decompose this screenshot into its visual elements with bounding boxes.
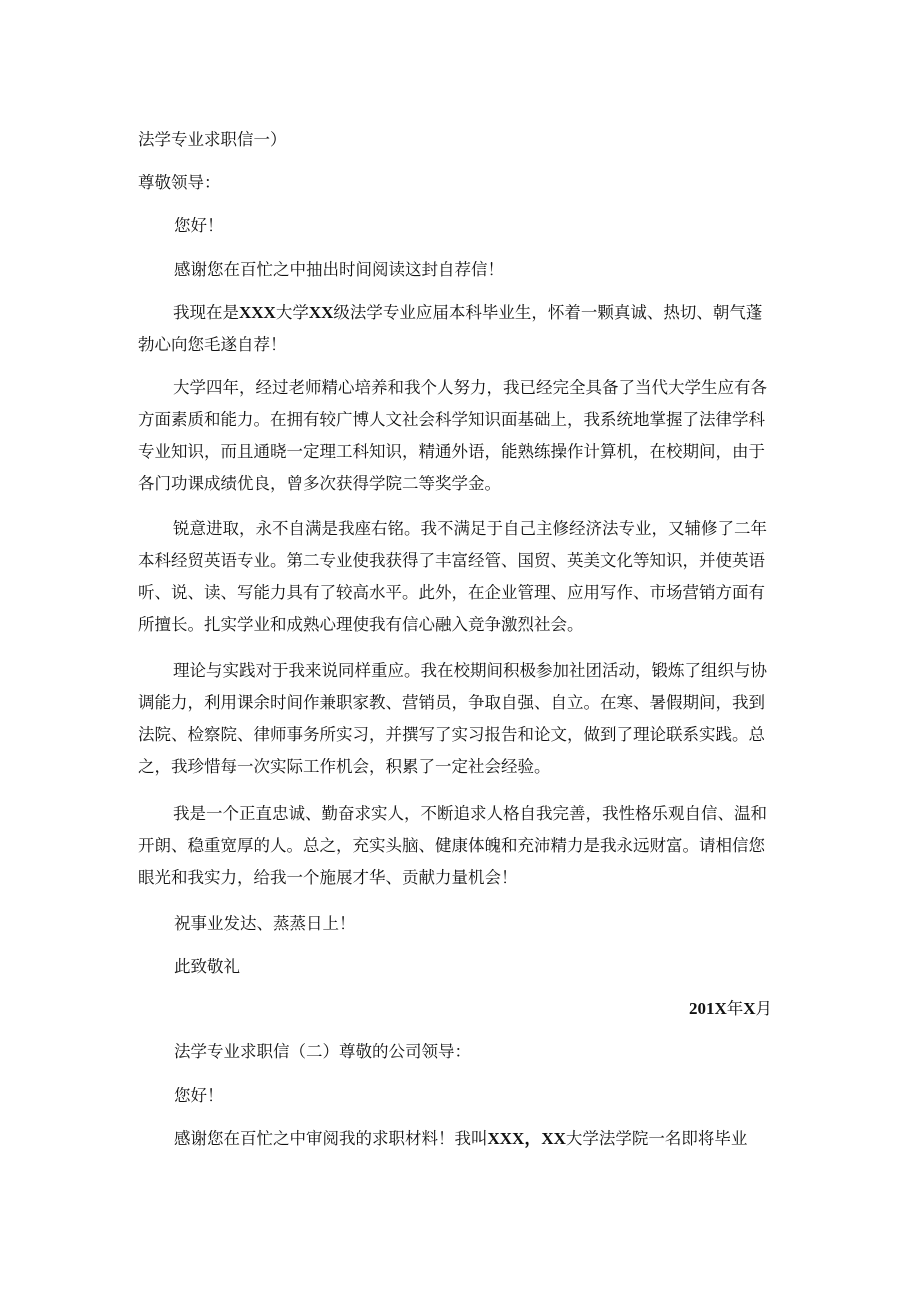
letter2-greeting: 您好！	[174, 1086, 224, 1105]
letter2-school-code: XX	[541, 1129, 566, 1148]
letter2-heading: 法学专业求职信（二）尊敬的公司领导：	[174, 1042, 471, 1061]
name-code: XXX，	[487, 1129, 542, 1148]
letter1-intro-paragraph	[138, 297, 778, 361]
letter1-progress-paragraph: 锐意进取，永不自满是我座右铭。我不满足于自己主修经济法专业，又辅修了二年本科经贸英语专业。第二专业使我获得了丰富经管、国贸、英美文化等知识，并使英语听、说、读、写能力具有了较高水平。此外，在企业管理、应用写作、市场营销方面有所擅长。扎实学业和成熟心理使我有信心融入竞争激烈社会。	[138, 519, 767, 634]
grade-code: XX	[308, 303, 334, 322]
intro-text-1: 我现在是	[173, 303, 239, 322]
letter1-practice-paragraph: 理论与实践对于我来说同样重应。我在校期间积极参加社团活动，锻炼了组织与协调能力，利用课余时间作兼职家教、营销员，争取自强、自立。在寒、暑假期间，我到法院、检察院、律师事务所实习，并撰写了实习报告和论文，做到了理论联系实践。总之，我珍惜每一次实际工作机会，积累了一定社会经验。	[138, 661, 767, 776]
letter1-wish: 祝事业发达、蒸蒸日上！	[174, 914, 356, 933]
letter1-study-paragraph: 大学四年，经过老师精心培养和我个人努力，我已经完全具备了当代大学生应有各方面素质和能力。在拥有较广博人文社会科学知识面基础上，我系统地掌握了法律学科专业知识，而且通晓一定理工科知识，精通外语，能熟练操作计算机，在校期间，由于各门功课成绩优良，曾多次获得学院二等奖学金。	[138, 378, 767, 493]
letter1-greeting: 您好！	[174, 216, 224, 235]
letter1-salutation: 尊敬领导：	[138, 173, 221, 192]
intro-text-2: 大学	[275, 303, 309, 322]
letter2-intro-text-1: 感谢您在百忙之中审阅我的求职材料！我叫	[174, 1129, 488, 1148]
letter1-character-paragraph: 我是一个正直忠诚、勤奋求实人，不断追求人格自我完善，我性格乐观自信、温和开朗、稳重宽厚的人。总之，充实头脑、健康体魄和充沛精力是我永远财富。请相信您眼光和我实力，给我一个施展才华、贡献力量机会！	[138, 804, 767, 887]
letter2-intro-text-2: 大学法学院一名即将毕业	[565, 1129, 748, 1148]
date-year: 201X	[688, 999, 727, 1018]
date-month-unit: 月	[755, 999, 772, 1018]
school-code: XXX	[239, 303, 276, 322]
letter1-heading: 法学专业求职信一）	[138, 130, 287, 149]
letter2-intro	[174, 1128, 747, 1150]
letter1-closing: 此致敬礼	[174, 957, 240, 976]
date-month: X	[743, 999, 756, 1018]
letter1-thanks: 感谢您在百忙之中抽出时间阅读这封自荐信！	[174, 260, 504, 279]
intro-text-3: 级法学专业应届本科毕业生，怀着一颗真诚、热切、朝气蓬勃心向您毛遂自荐！	[138, 303, 763, 354]
letter1-date	[689, 998, 772, 1020]
date-year-unit: 年	[726, 999, 744, 1018]
